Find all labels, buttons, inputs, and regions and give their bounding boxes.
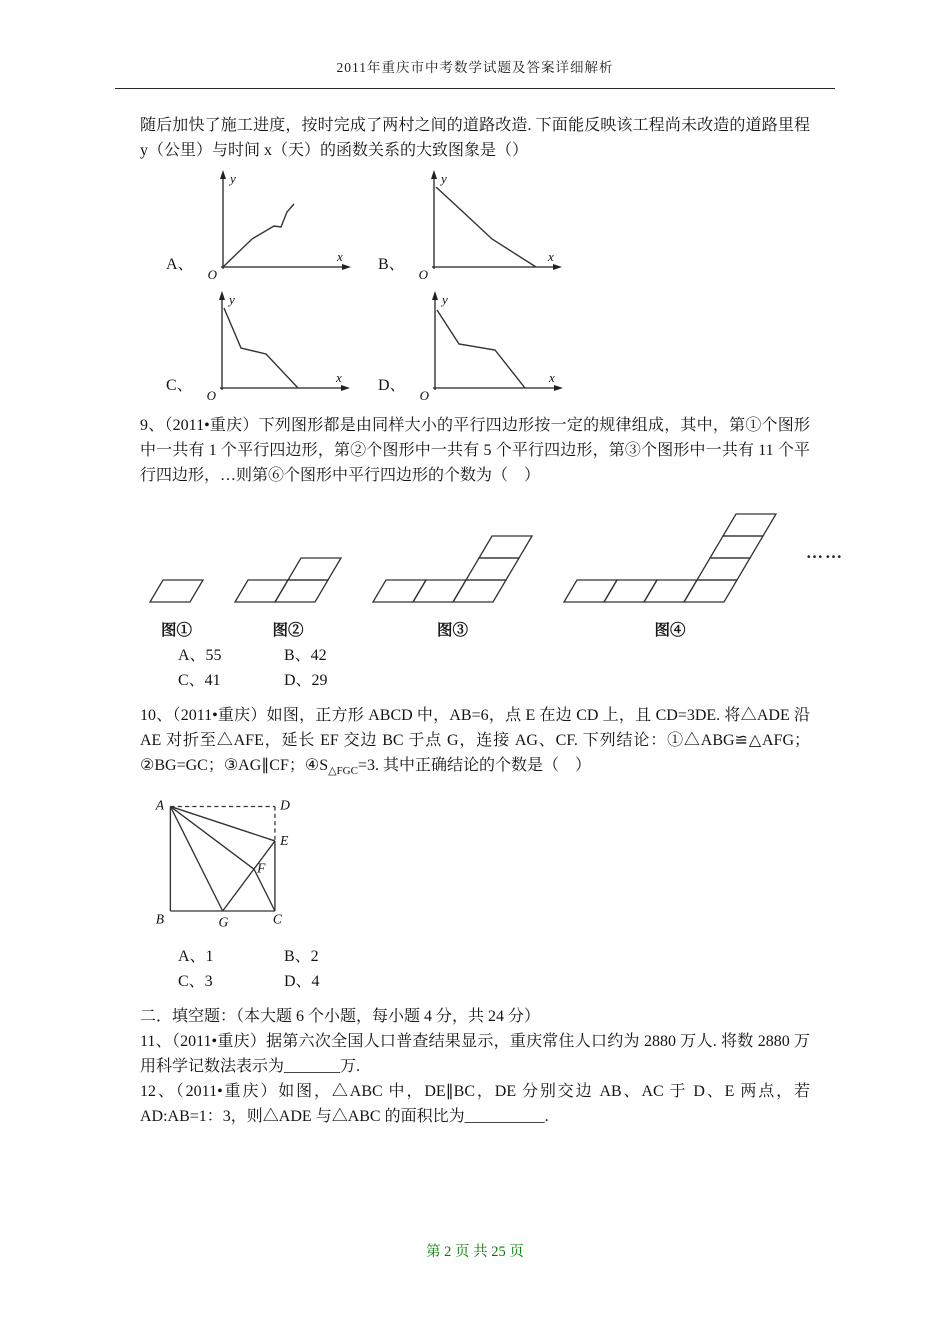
parallelogram-figure-3 (371, 534, 534, 643)
x-axis-label: x (335, 370, 342, 385)
question-10-text (140, 703, 810, 784)
graph-option-a (166, 167, 378, 282)
y-axis-label: y (440, 171, 447, 186)
question-8-text: 随后加快了施工进度，按时完成了两村之间的道路改造. 下面能反映该工程尚未改造的道路里程 y（公里）与时间 x（天）的函数关系的大致图象是（） (140, 117, 810, 159)
point-g-label: G (218, 914, 229, 930)
parallelogram-unit (684, 580, 737, 602)
function-graph-c (194, 288, 352, 403)
parallelogram-figures (148, 512, 844, 643)
page-content (140, 113, 844, 1129)
option-c-label: C、 (166, 377, 193, 394)
q10-subscript: △FGC (328, 765, 358, 778)
function-graph-a (195, 167, 353, 282)
segment-ae (170, 807, 275, 842)
segment-cf (254, 869, 275, 911)
graph-option-d (378, 288, 590, 403)
q10-option-a: A、1 (178, 948, 214, 966)
function-graph-b (406, 167, 564, 282)
parallelogram-unit (373, 580, 426, 602)
point-d-label: D (280, 797, 290, 813)
parallelogram-unit (697, 558, 750, 580)
y-axis-arrow-icon (432, 291, 438, 300)
option-b-label: B、 (378, 256, 405, 273)
continuation-ellipsis: …… (806, 543, 844, 562)
question-11-text: 11、（2011•重庆）据第六次全国人口普查结果显示，重庆常住人口约为 2880 万人. 将数 2880 万用科学记数法表示为_______万. (140, 1033, 810, 1076)
point-a-label: A (155, 797, 165, 813)
parallelogram-unit (150, 580, 203, 602)
y-axis-arrow-icon (220, 170, 226, 179)
function-graph-options (166, 167, 810, 403)
parallelogram-unit (710, 536, 763, 558)
x-axis-label: x (547, 249, 554, 264)
x-axis-arrow-icon (554, 385, 563, 391)
parallelogram-unit (453, 580, 506, 602)
x-axis-label: x (548, 370, 555, 385)
question-10-options-row-1 (178, 944, 810, 969)
x-axis-arrow-icon (342, 264, 351, 270)
parallelogram-unit (288, 558, 341, 580)
parallelogram-unit (604, 580, 657, 602)
header-divider (115, 88, 835, 89)
graph-option-b (378, 167, 590, 282)
y-axis-arrow-icon (431, 170, 437, 179)
q10-text-part1: 10、（2011•重庆）如图，正方形 ABCD 中，AB=6，点 E 在边 CD 上，且 CD=3DE. 将△ADE 沿 AE 对折至△AFE，延长 EF 交边 BC 于点 G，连接 AG、CF. 下列结论：①△ABG≌△AFG；②BG=GC；③AG∥CF；④S (140, 707, 810, 774)
function-graph-d (407, 288, 565, 403)
origin-label: O (418, 267, 428, 282)
segment-ag (170, 807, 222, 912)
question-9-text: 9、（2011•重庆）下列图形都是由同样大小的平行四边形按一定的规律组成，其中，第①个图形中一共有 1 个平行四边形，第②个图形中一共有 5 个平行四边形，第③个图形中一共有 11 个平行四边形，…则第⑥个图形中平行四边形的个数为（ ） (140, 417, 810, 484)
question-9-options-row-1 (178, 643, 810, 668)
point-e-label: E (280, 833, 289, 849)
square-abcd-drawing (148, 796, 313, 934)
question-9-options-row-2 (178, 668, 810, 693)
origin-label: O (419, 388, 429, 403)
q9-option-c: C、41 (178, 672, 221, 689)
q10-text-part2: =3. 其中正确结论的个数是（ ） (357, 757, 591, 774)
option-d-label: D、 (378, 377, 406, 394)
parallelogram-unit (564, 580, 617, 602)
y-axis-label: y (229, 171, 236, 186)
q10-option-b: B、2 (284, 948, 319, 966)
figure-3-label: 图③ (436, 622, 468, 639)
figure-3-drawing (371, 534, 534, 604)
figure-4-drawing (562, 512, 778, 604)
x-axis-arrow-icon (341, 385, 350, 391)
parallelogram-figure-4 (562, 512, 778, 643)
parallelogram-unit (275, 580, 328, 602)
question-12-text: 12、（2011•重庆）如图，△ABC 中，DE∥BC，DE 分别交边 AB、AC 于 D、E 两点，若 AD:AB=1：3，则△ADE 与△ABC 的面积比为__________. (140, 1083, 810, 1126)
y-axis-label: y (441, 292, 448, 307)
graph-option-c (166, 288, 378, 403)
parallelogram-unit (644, 580, 697, 602)
figure-1-label: 图① (160, 622, 192, 639)
figure-4-label: 图④ (654, 622, 686, 639)
point-c-label: C (272, 911, 282, 927)
parallelogram-unit (479, 536, 532, 558)
q9-option-d: D、29 (284, 672, 328, 689)
point-f-label: F (257, 860, 266, 876)
graph-b-curve (436, 187, 536, 267)
q10-option-c: C、3 (178, 973, 213, 991)
origin-label: O (206, 388, 216, 403)
question-10-options-row-2 (178, 969, 810, 994)
section-2-title: 二．填空题：（本大题 6 个小题，每小题 4 分，共 24 分） (140, 1008, 541, 1026)
x-axis-label: x (336, 249, 343, 264)
option-a-label: A、 (166, 256, 194, 273)
parallelogram-figure-1 (148, 578, 205, 643)
parallelogram-unit (235, 580, 288, 602)
document-header-title: 2011年重庆市中考数学试题及答案详细解析 (336, 60, 614, 75)
page-footer: 第 2 页 共 25 页 (426, 1244, 524, 1260)
graph-d-curve (437, 310, 525, 388)
parallelogram-figure-2 (233, 556, 343, 643)
q9-option-a: A、55 (178, 647, 222, 664)
question-10-figure (148, 796, 810, 942)
parallelogram-unit (413, 580, 466, 602)
y-axis-arrow-icon (219, 291, 225, 300)
point-b-label: B (155, 911, 165, 927)
figure-1-drawing (148, 578, 205, 604)
figure-2-label: 图② (272, 622, 304, 639)
parallelogram-unit (466, 558, 519, 580)
graph-c-curve (224, 308, 298, 388)
q10-option-d: D、4 (284, 973, 320, 991)
q9-option-b: B、42 (284, 647, 327, 664)
figure-2-drawing (233, 556, 343, 604)
y-axis-label: y (228, 292, 235, 307)
x-axis-arrow-icon (553, 264, 562, 270)
segment-af (170, 807, 254, 870)
graph-a-curve (223, 204, 294, 267)
origin-label: O (207, 267, 217, 282)
parallelogram-unit (723, 514, 776, 536)
